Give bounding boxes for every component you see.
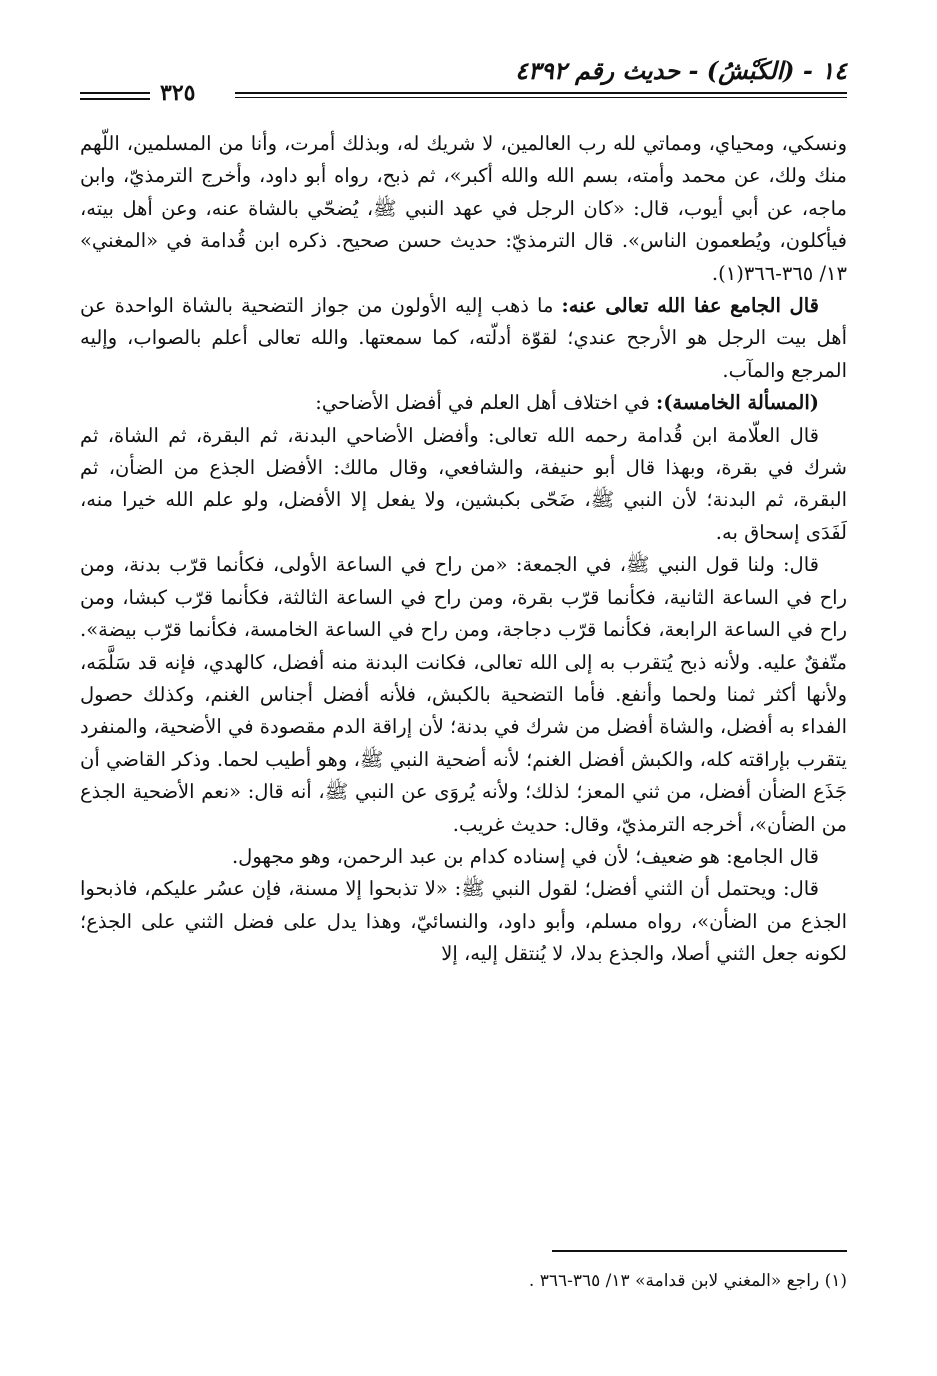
book-page — [80, 48, 847, 1356]
paragraph-3 — [80, 387, 847, 419]
paragraph-7: قال: ويحتمل أن الثني أفضل؛ لقول النبي ﷺ: «لا تذبحوا إلا مسنة، فإن عسُر عليكم، فاذبحوا الجذع من الضأن»، رواه مسلم، وأبو داود، والنسائيّ، وهذا يدل على فضل الثني على الجذع؛ لكونه جعل الثني أصلا، والجذع بدلا، لا يُنتقل إليه، إلا — [80, 877, 847, 966]
paragraph-4: قال العلّامة ابن قُدامة رحمه الله تعالى: وأفضل الأضاحي البدنة، ثم البقرة، ثم الشاة، ثم شرك في بقرة، وبهذا قال أبو حنيفة، والشافعي، وقال مالك: الأفضل الجذع من الضأن، ثم البقرة، ثم البدنة؛ لأن النبي ﷺ، ضَحّى بكبشين، ولا يفعل إلا الأفضل، ولو علم الله خيرا منه، لَفَدَى إسحاق به. — [80, 423, 847, 544]
jami-heading: قال الجامع عفا الله تعالى عنه: — [561, 294, 819, 318]
paragraph-3-text: في اختلاف أهل العلم في أفضل الأضاحي: — [315, 391, 650, 415]
jami-heading-rest: ما ذهب إليه الأولون من جواز التضحية بالشاة — [182, 294, 554, 318]
paragraph-2 — [80, 290, 847, 387]
page-header — [80, 48, 847, 106]
paragraph-5: قال: ولنا قول النبي ﷺ، في الجمعة: «من راح في الساعة الأولى، فكأنما قرّب بدنة، ومن راح في الساعة الثانية، فكأنما قرّب بقرة، ومن راح في الساعة الثالثة، فكأنما قرّب كبشا، ومن راح في الساعة الرابعة، فكأنما قرّب دجاجة، ومن راح في الساعة الخامسة، فكأنما قرّب بيضة». متّفقٌ عليه. ولأنه ذبح يُتقرب به إلى الله تعالى، فكانت البدنة منه أفضل، كالهدي، فإنه قد سَلَّمَه، ولأنها أكثر ثمنا ولحما وأنفع. فأما التضحية بالكبش، فلأنه أفضل أجناس الغنم، وكذلك حصول الفداء به أفضل، والشاة أفضل من شرك في بدنة؛ لأن إراقة الدم مقصودة في الأضحية، والمنفرد يتقرب بإراقته كله، والكبش أفضل الغنم؛ لأنه أضحية النبي ﷺ، وهو أطيب لحما. وذكر القاضي أن جَذَع الضأن أفضل، من ثني المعز؛ لذلك؛ ولأنه يُروَى عن النبي ﷺ، أنه قال: «نعم الأضحية الجذع من الضأن»، أخرجه الترمذيّ، وقال: حديث غريب. — [80, 553, 847, 836]
running-title: ١٤ - (الكَبْشُ) - حديث رقم ٤٣٩٢ — [515, 56, 847, 85]
paragraph-2-text: الواحدة عن أهل بيت الرجل هو الأرجح عندي؛ لقوّة أدلّته، كما سمعتها. والله تعالى أعلم بالصواب، وإليه المرجع والمآب. — [80, 294, 847, 382]
footnote-divider — [552, 1250, 847, 1252]
page-number: ٣٢٥ — [160, 80, 196, 106]
paragraph-1: ونسكي، ومحياي، ومماتي لله رب العالمين، لا شريك له، وبذلك أمرت، وأنا من المسلمين، اللّهم منك ولك، عن محمد وأمته، بسم الله والله أكبر»، ثم ذبح، رواه أبو داود، وأخرج الترمذيّ، وابن ماجه، عن أبي أيوب، قال: «كان الرجل في عهد النبي ﷺ، يُضحّي بالشاة عنه، وعن أهل بيته، فيأكلون، ويُطعمون الناس». قال الترمذيّ: حديث حسن صحيح. ذكره ابن قُدامة في «المغني» ١٣/ ٣٦٥-٣٦٦(١). — [80, 132, 847, 285]
header-rule-short — [80, 92, 150, 100]
main-text — [80, 128, 847, 971]
header-rule — [235, 92, 847, 98]
footnote: (١) راجع «المغني لابن قدامة» ١٣/ ٣٦٥-٣٦٦ . — [528, 1271, 847, 1291]
paragraph-6: قال الجامع: هو ضعيف؛ لأن في إسناده كدام بن عبد الرحمن، وهو مجهول. — [231, 844, 819, 868]
masala-label: (المسألة الخامسة): — [656, 391, 819, 415]
